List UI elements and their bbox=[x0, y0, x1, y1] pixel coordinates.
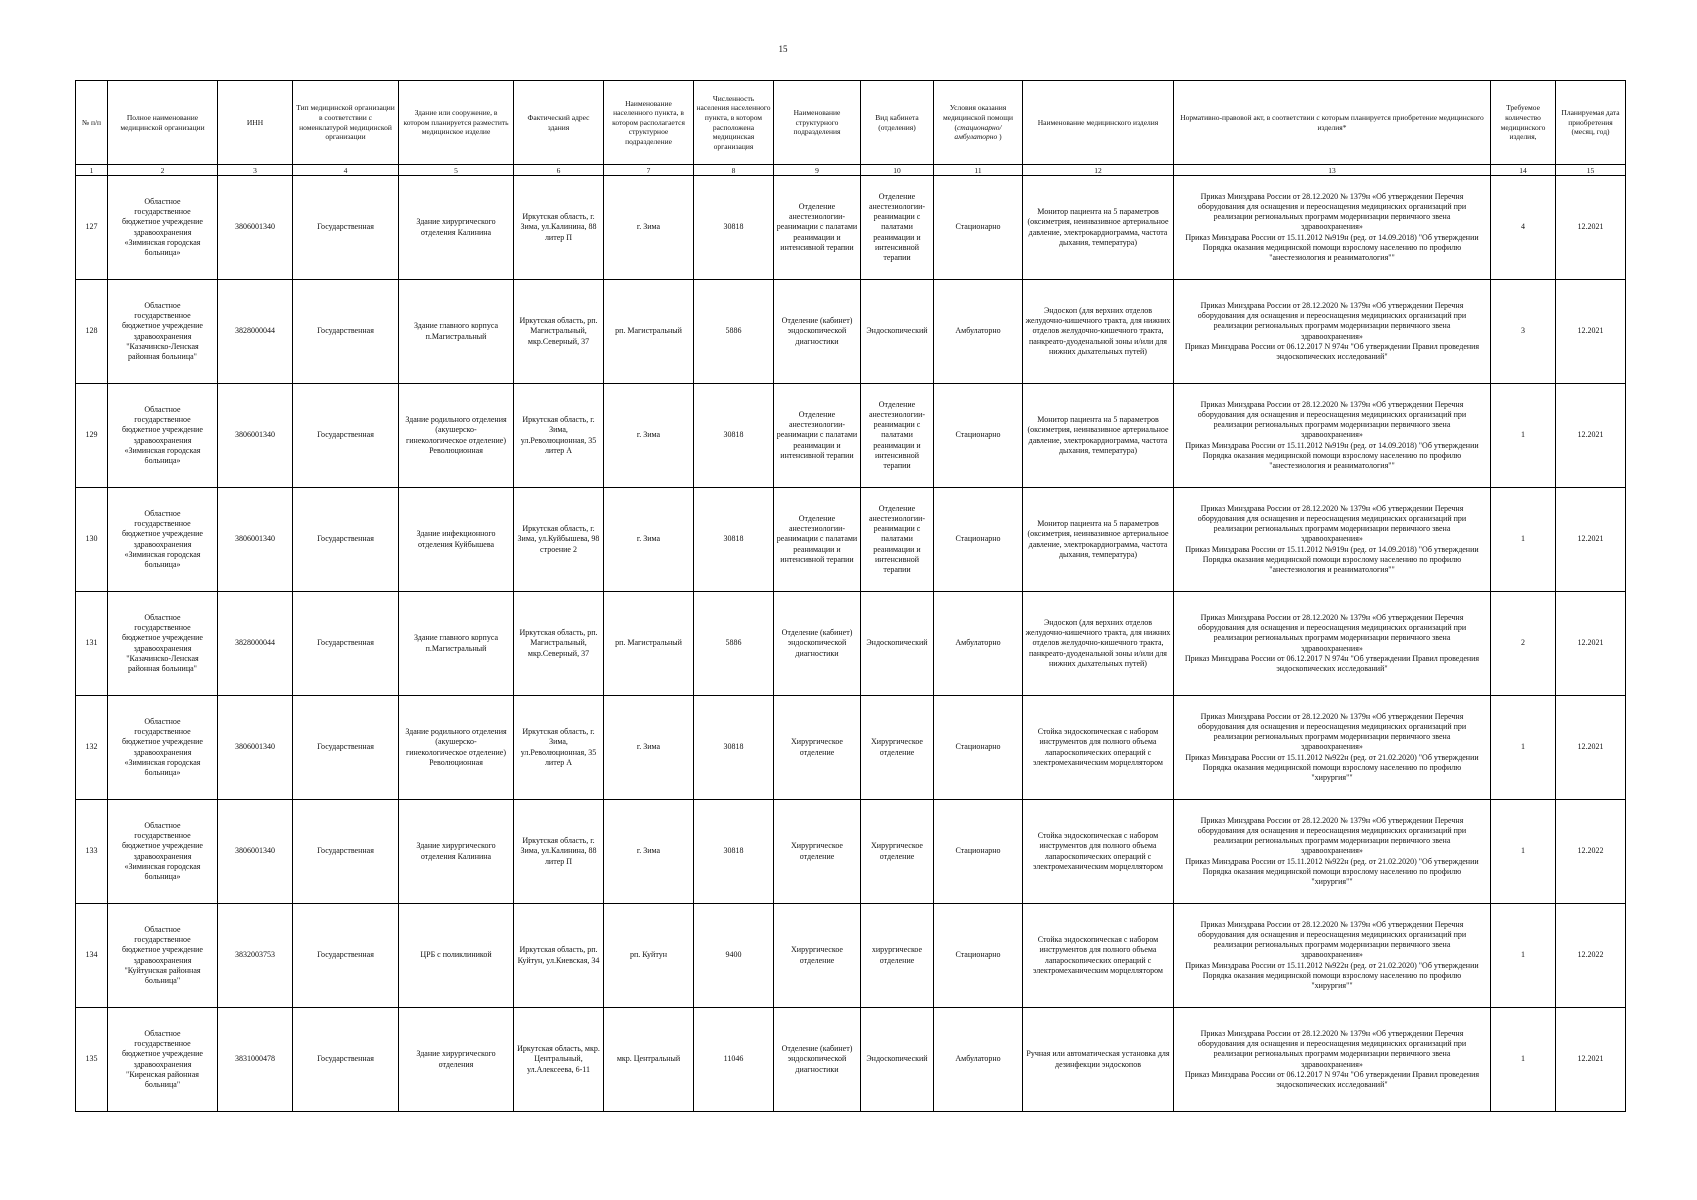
cell-device-name: Стойка эндоскопическая с набором инструментов для полного объема лапароскопических операций с электромеханическим морцеллятором bbox=[1023, 696, 1174, 800]
column-header-text: Здание или сооружение, в котором планируется разместить медицинское изделие bbox=[403, 108, 509, 137]
cell-organization-name: Областное государственное бюджетное учреждение здравоохранения «Зиминская городская больница» bbox=[108, 488, 218, 592]
cell-organization-name: Областное государственное бюджетное учреждение здравоохранения «Зиминская городская больница» bbox=[108, 800, 218, 904]
column-header-room-type bbox=[861, 81, 934, 165]
cell-purchase-date: 12.2021 bbox=[1556, 592, 1626, 696]
cell-inn: 3831000478 bbox=[218, 1008, 293, 1112]
cell-department: Хирургическое отделение bbox=[774, 904, 861, 1008]
cell-quantity: 1 bbox=[1491, 800, 1556, 904]
cell-population: 30818 bbox=[694, 176, 774, 280]
cell-legal-act: Приказ Минздрава России от 28.12.2020 № 1379н «Об утверждении Перечня оборудования для оснащения и переоснащения медицинских организаций при реализации региональных программ модернизации первичного звена здравоохранения» Приказ Минздрава России от 15.11.2012 №922н (ред. от 21.02.2020) "Об утверждении Порядка оказания медицинской помощи взрослому населению по профилю "хирургия"" bbox=[1174, 904, 1491, 1008]
column-header-italic-text: стационарно/амбулаторно bbox=[954, 122, 1002, 142]
cell-population: 9400 bbox=[694, 904, 774, 1008]
cell-inn: 3806001340 bbox=[218, 384, 293, 488]
cell-inn: 3828000044 bbox=[218, 280, 293, 384]
column-number: 1 bbox=[76, 165, 108, 176]
cell-quantity: 1 bbox=[1491, 696, 1556, 800]
cell-inn: 3806001340 bbox=[218, 176, 293, 280]
cell-settlement: рп. Куйтун bbox=[604, 904, 694, 1008]
column-header-text: Требуемое количество медицинского изделия, bbox=[1500, 103, 1546, 142]
cell-building: Здание родильного отделения (акушерско-гинекологическое отделение) Революционная bbox=[399, 696, 514, 800]
column-number: 11 bbox=[934, 165, 1023, 176]
cell-room-type: Эндоскопический bbox=[861, 280, 934, 384]
cell-settlement: г. Зима bbox=[604, 488, 694, 592]
page-number: 15 bbox=[778, 44, 788, 54]
column-header-text: Планируемая дата приобретения (месяц, год) bbox=[1561, 108, 1620, 137]
cell-organization-type: Государственная bbox=[293, 176, 399, 280]
column-header-text: Вид кабинета (отделения) bbox=[875, 112, 919, 132]
column-header-building bbox=[399, 81, 514, 165]
cell-department: Отделение (кабинет) эндоскопической диагностики bbox=[774, 592, 861, 696]
cell-purchase-date: 12.2021 bbox=[1556, 384, 1626, 488]
cell-building: ЦРБ с поликлиникой bbox=[399, 904, 514, 1008]
column-header-text: Нормативно-правовой акт, в соответствии с которым планируется приобретение медицинского изделия* bbox=[1180, 112, 1484, 132]
column-header-department bbox=[774, 81, 861, 165]
column-number: 13 bbox=[1174, 165, 1491, 176]
cell-address: Иркутская область, рп. Куйтун, ул.Киевская, 34 bbox=[514, 904, 604, 1008]
cell-organization-type: Государственная bbox=[293, 488, 399, 592]
column-header-quantity bbox=[1491, 81, 1556, 165]
cell-care-conditions: Стационарно bbox=[934, 384, 1023, 488]
cell-organization-name: Областное государственное бюджетное учреждение здравоохранения "Казачинско-Ленская районная больница" bbox=[108, 592, 218, 696]
cell-room-type: Отделение анестезиологии-реанимации с палатами реанимации и интенсивной терапии bbox=[861, 488, 934, 592]
cell-device-name: Эндоскоп (для верхних отделов желудочно-кишечного тракта, для нижних отделов желудочно-кишечного тракта, панкреато-дуоденальной зоны и/или для нижних дыхательных путей) bbox=[1023, 592, 1174, 696]
cell-settlement: мкр. Центральный bbox=[604, 1008, 694, 1112]
table-header bbox=[76, 81, 1626, 176]
cell-organization-name: Областное государственное бюджетное учреждение здравоохранения «Зиминская городская больница» bbox=[108, 696, 218, 800]
column-number: 15 bbox=[1556, 165, 1626, 176]
cell-device-name: Стойка эндоскопическая с набором инструментов для полного объема лапароскопических операций с электромеханическим морцеллятором bbox=[1023, 904, 1174, 1008]
cell-address: Иркутская область, рп. Магистральный, мкр.Северный, 37 bbox=[514, 592, 604, 696]
cell-organization-type: Государственная bbox=[293, 280, 399, 384]
cell-row-number: 127 bbox=[76, 176, 108, 280]
column-header-text: Наименование населенного пункта, в котором располагается структурное подразделение bbox=[612, 98, 685, 146]
cell-legal-act: Приказ Минздрава России от 28.12.2020 № 1379н «Об утверждении Перечня оборудования для оснащения и переоснащения медицинских организаций при реализации региональных программ модернизации первичного звена здравоохранения» Приказ Минздрава России от 06.12.2017 N 974н "Об утверждении Правил проведения эндоскопических исследований" bbox=[1174, 280, 1491, 384]
cell-population: 30818 bbox=[694, 488, 774, 592]
cell-room-type: Эндоскопический bbox=[861, 592, 934, 696]
table-row bbox=[76, 280, 1626, 384]
cell-organization-type: Государственная bbox=[293, 800, 399, 904]
cell-department: Хирургическое отделение bbox=[774, 696, 861, 800]
cell-room-type: Хирургическое отделение bbox=[861, 696, 934, 800]
cell-population: 11046 bbox=[694, 1008, 774, 1112]
column-header-suffix: ) bbox=[997, 132, 1002, 142]
table-row bbox=[76, 904, 1626, 1008]
cell-care-conditions: Стационарно bbox=[934, 904, 1023, 1008]
column-number: 14 bbox=[1491, 165, 1556, 176]
table-row bbox=[76, 696, 1626, 800]
cell-care-conditions: Стационарно bbox=[934, 800, 1023, 904]
cell-settlement: г. Зима bbox=[604, 696, 694, 800]
cell-address: Иркутская область, г. Зима, ул.Революционная, 35 литер А bbox=[514, 384, 604, 488]
cell-inn: 3828000044 bbox=[218, 592, 293, 696]
cell-inn: 3806001340 bbox=[218, 696, 293, 800]
cell-organization-name: Областное государственное бюджетное учреждение здравоохранения "Куйтунская районная больница" bbox=[108, 904, 218, 1008]
cell-care-conditions: Стационарно bbox=[934, 176, 1023, 280]
table-body bbox=[76, 176, 1626, 1112]
column-header-text: Численность населения населенного пункта, в котором расположена медицинская организация bbox=[696, 93, 771, 151]
cell-building: Здание главного корпуса п.Магистральный bbox=[399, 592, 514, 696]
cell-room-type: хирургическое отделение bbox=[861, 904, 934, 1008]
cell-care-conditions: Стационарно bbox=[934, 488, 1023, 592]
column-number: 3 bbox=[218, 165, 293, 176]
column-number: 4 bbox=[293, 165, 399, 176]
cell-legal-act: Приказ Минздрава России от 28.12.2020 № 1379н «Об утверждении Перечня оборудования для оснащения и переоснащения медицинских организаций при реализации региональных программ модернизации первичного звена здравоохранения» Приказ Минздрава России от 06.12.2017 N 974н "Об утверждении Правил проведения эндоскопических исследований" bbox=[1174, 1008, 1491, 1112]
table-row bbox=[76, 592, 1626, 696]
cell-settlement: г. Зима bbox=[604, 176, 694, 280]
table-row bbox=[76, 800, 1626, 904]
column-header-text: Наименование структурного подразделения bbox=[793, 108, 841, 137]
cell-quantity: 2 bbox=[1491, 592, 1556, 696]
column-number: 7 bbox=[604, 165, 694, 176]
cell-legal-act: Приказ Минздрава России от 28.12.2020 № 1379н «Об утверждении Перечня оборудования для оснащения и переоснащения медицинских организаций при реализации региональных программ модернизации первичного звена здравоохранения» Приказ Минздрава России от 15.11.2012 №922н (ред. от 21.02.2020) "Об утверждении Порядка оказания медицинской помощи взрослому населению по профилю "хирургия"" bbox=[1174, 800, 1491, 904]
table-row bbox=[76, 1008, 1626, 1112]
cell-device-name: Эндоскоп (для верхних отделов желудочно-кишечного тракта, для нижних отделов желудочно-кишечного тракта, панкреато-дуоденальной зоны и/или для нижних дыхательных путей) bbox=[1023, 280, 1174, 384]
column-header-text: № п/п bbox=[81, 117, 102, 127]
column-header-device-name bbox=[1023, 81, 1174, 165]
cell-legal-act: Приказ Минздрава России от 28.12.2020 № 1379н «Об утверждении Перечня оборудования для оснащения и переоснащения медицинских организаций при реализации региональных программ модернизации первичного звена здравоохранения» Приказ Минздрава России от 06.12.2017 N 974н "Об утверждении Правил проведения эндоскопических исследований" bbox=[1174, 592, 1491, 696]
cell-organization-type: Государственная bbox=[293, 1008, 399, 1112]
column-header-legal-act bbox=[1174, 81, 1491, 165]
column-number: 2 bbox=[108, 165, 218, 176]
cell-population: 30818 bbox=[694, 800, 774, 904]
cell-inn: 3832003753 bbox=[218, 904, 293, 1008]
cell-room-type: Хирургическое отделение bbox=[861, 800, 934, 904]
column-header-purchase-date bbox=[1556, 81, 1626, 165]
equipment-register-table bbox=[75, 80, 1626, 1112]
cell-building: Здание родильного отделения (акушерско-гинекологическое отделение) Революционная bbox=[399, 384, 514, 488]
table-row bbox=[76, 176, 1626, 280]
cell-population: 30818 bbox=[694, 696, 774, 800]
cell-room-type: Эндоскопический bbox=[861, 1008, 934, 1112]
cell-row-number: 128 bbox=[76, 280, 108, 384]
column-header-text: ИНН bbox=[246, 117, 264, 127]
cell-care-conditions: Стационарно bbox=[934, 696, 1023, 800]
cell-row-number: 131 bbox=[76, 592, 108, 696]
cell-purchase-date: 12.2021 bbox=[1556, 1008, 1626, 1112]
cell-inn: 3806001340 bbox=[218, 800, 293, 904]
cell-building: Здание главного корпуса п.Магистральный bbox=[399, 280, 514, 384]
cell-device-name: Монитор пациента на 5 параметров (оксиметрия, неинвазивное артериальное давление, электрокардиограмма, частота дыхания, температура) bbox=[1023, 384, 1174, 488]
cell-organization-name: Областное государственное бюджетное учреждение здравоохранения "Казачинско-Ленская районная больница" bbox=[108, 280, 218, 384]
table-row bbox=[76, 488, 1626, 592]
column-number-row bbox=[76, 165, 1626, 176]
cell-quantity: 3 bbox=[1491, 280, 1556, 384]
cell-organization-type: Государственная bbox=[293, 592, 399, 696]
cell-purchase-date: 12.2022 bbox=[1556, 904, 1626, 1008]
cell-purchase-date: 12.2021 bbox=[1556, 176, 1626, 280]
cell-settlement: г. Зима bbox=[604, 384, 694, 488]
column-header-population bbox=[694, 81, 774, 165]
column-header-text: Полное наименование медицинской организации bbox=[120, 112, 205, 132]
cell-building: Здание хирургического отделения Калинина bbox=[399, 800, 514, 904]
column-header-text: Фактический адрес здания bbox=[527, 112, 590, 132]
cell-organization-type: Государственная bbox=[293, 696, 399, 800]
cell-device-name: Монитор пациента на 5 параметров (оксиметрия, неинвазивное артериальное давление, электрокардиограмма, частота дыхания, температура) bbox=[1023, 488, 1174, 592]
column-header-text: Наименование медицинского изделия bbox=[1037, 117, 1159, 127]
column-header-organization-type bbox=[293, 81, 399, 165]
cell-population: 5886 bbox=[694, 280, 774, 384]
cell-purchase-date: 12.2021 bbox=[1556, 488, 1626, 592]
cell-room-type: Отделение анестезиологии-реанимации с палатами реанимации и интенсивной терапии bbox=[861, 176, 934, 280]
column-number: 8 bbox=[694, 165, 774, 176]
cell-legal-act: Приказ Минздрава России от 28.12.2020 № 1379н «Об утверждении Перечня оборудования для оснащения и переоснащения медицинских организаций при реализации региональных программ модернизации первичного звена здравоохранения» Приказ Минздрава России от 15.11.2012 №922н (ред. от 21.02.2020) "Об утверждении Порядка оказания медицинской помощи взрослому населению по профилю "хирургия"" bbox=[1174, 696, 1491, 800]
cell-department: Отделение анестезиологии-реанимации с палатами реанимации и интенсивной терапии bbox=[774, 384, 861, 488]
column-header-care-conditions bbox=[934, 81, 1023, 165]
cell-department: Отделение анестезиологии-реанимации с палатами реанимации и интенсивной терапии bbox=[774, 488, 861, 592]
cell-organization-name: Областное государственное бюджетное учреждение здравоохранения «Зиминская городская больница» bbox=[108, 176, 218, 280]
column-header-address bbox=[514, 81, 604, 165]
column-number: 9 bbox=[774, 165, 861, 176]
cell-device-name: Стойка эндоскопическая с набором инструментов для полного объема лапароскопических операций с электромеханическим морцеллятором bbox=[1023, 800, 1174, 904]
cell-row-number: 129 bbox=[76, 384, 108, 488]
cell-quantity: 1 bbox=[1491, 904, 1556, 1008]
cell-care-conditions: Амбулаторно bbox=[934, 592, 1023, 696]
cell-purchase-date: 12.2022 bbox=[1556, 800, 1626, 904]
column-header-settlement bbox=[604, 81, 694, 165]
cell-device-name: Монитор пациента на 5 параметров (оксиметрия, неинвазивное артериальное давление, электрокардиограмма, частота дыхания, температура) bbox=[1023, 176, 1174, 280]
cell-department: Отделение анестезиологии-реанимации с палатами реанимации и интенсивной терапии bbox=[774, 176, 861, 280]
cell-care-conditions: Амбулаторно bbox=[934, 280, 1023, 384]
cell-settlement: рп. Магистральный bbox=[604, 280, 694, 384]
cell-population: 30818 bbox=[694, 384, 774, 488]
cell-inn: 3806001340 bbox=[218, 488, 293, 592]
column-number: 10 bbox=[861, 165, 934, 176]
cell-organization-name: Областное государственное бюджетное учреждение здравоохранения «Зиминская городская больница» bbox=[108, 384, 218, 488]
cell-organization-name: Областное государственное бюджетное учреждение здравоохранения "Киренская районная больница" bbox=[108, 1008, 218, 1112]
cell-settlement: г. Зима bbox=[604, 800, 694, 904]
cell-organization-type: Государственная bbox=[293, 904, 399, 1008]
cell-room-type: Отделение анестезиологии-реанимации с палатами реанимации и интенсивной терапии bbox=[861, 384, 934, 488]
cell-address: Иркутская область, рп. Магистральный, мкр.Северный, 37 bbox=[514, 280, 604, 384]
column-header-text: Условия оказания медицинской помощи ( bbox=[943, 103, 1013, 132]
cell-population: 5886 bbox=[694, 592, 774, 696]
column-header-organization-name bbox=[108, 81, 218, 165]
cell-row-number: 132 bbox=[76, 696, 108, 800]
cell-quantity: 1 bbox=[1491, 488, 1556, 592]
cell-organization-type: Государственная bbox=[293, 384, 399, 488]
cell-legal-act: Приказ Минздрава России от 28.12.2020 № 1379н «Об утверждении Перечня оборудования для оснащения и переоснащения медицинских организаций при реализации региональных программ модернизации первичного звена здравоохранения» Приказ Минздрава России от 15.11.2012 №919н (ред. от 14.09.2018) "Об утверждении Порядка оказания медицинской помощи взрослому населению по профилю "анестезиология и реаниматология"" bbox=[1174, 176, 1491, 280]
header-row bbox=[76, 81, 1626, 165]
cell-quantity: 1 bbox=[1491, 1008, 1556, 1112]
cell-address: Иркутская область, мкр. Центральный, ул.Алексеева, 6-11 bbox=[514, 1008, 604, 1112]
cell-address: Иркутская область, г. Зима, ул.Революционная, 35 литер А bbox=[514, 696, 604, 800]
cell-purchase-date: 12.2021 bbox=[1556, 280, 1626, 384]
cell-legal-act: Приказ Минздрава России от 28.12.2020 № 1379н «Об утверждении Перечня оборудования для оснащения и переоснащения медицинских организаций при реализации региональных программ модернизации первичного звена здравоохранения» Приказ Минздрава России от 15.11.2012 №919н (ред. от 14.09.2018) "Об утверждении Порядка оказания медицинской помощи взрослому населению по профилю "анестезиология и реаниматология"" bbox=[1174, 488, 1491, 592]
cell-row-number: 134 bbox=[76, 904, 108, 1008]
cell-quantity: 1 bbox=[1491, 384, 1556, 488]
column-number: 6 bbox=[514, 165, 604, 176]
cell-row-number: 133 bbox=[76, 800, 108, 904]
cell-care-conditions: Амбулаторно bbox=[934, 1008, 1023, 1112]
cell-department: Отделение (кабинет) эндоскопической диагностики bbox=[774, 1008, 861, 1112]
cell-quantity: 4 bbox=[1491, 176, 1556, 280]
cell-building: Здание инфекционного отделения Куйбышева bbox=[399, 488, 514, 592]
cell-device-name: Ручная или автоматическая установка для дезинфекции эндоскопов bbox=[1023, 1008, 1174, 1112]
column-header-inn bbox=[218, 81, 293, 165]
cell-address: Иркутская область, г. Зима, ул.Калинина, 88 литер П bbox=[514, 176, 604, 280]
cell-row-number: 130 bbox=[76, 488, 108, 592]
cell-settlement: рп. Магистральный bbox=[604, 592, 694, 696]
cell-department: Отделение (кабинет) эндоскопической диагностики bbox=[774, 280, 861, 384]
cell-building: Здание хирургического отделения bbox=[399, 1008, 514, 1112]
cell-building: Здание хирургического отделения Калинина bbox=[399, 176, 514, 280]
cell-legal-act: Приказ Минздрава России от 28.12.2020 № 1379н «Об утверждении Перечня оборудования для оснащения и переоснащения медицинских организаций при реализации региональных программ модернизации первичного звена здравоохранения» Приказ Минздрава России от 15.11.2012 №919н (ред. от 14.09.2018) "Об утверждении Порядка оказания медицинской помощи взрослому населению по профилю "анестезиология и реаниматология"" bbox=[1174, 384, 1491, 488]
cell-department: Хирургическое отделение bbox=[774, 800, 861, 904]
cell-purchase-date: 12.2021 bbox=[1556, 696, 1626, 800]
column-header-row-number bbox=[76, 81, 108, 165]
cell-address: Иркутская область, г. Зима, ул.Куйбышева, 98 строение 2 bbox=[514, 488, 604, 592]
table-row bbox=[76, 384, 1626, 488]
cell-address: Иркутская область, г. Зима, ул.Калинина, 88 литер П bbox=[514, 800, 604, 904]
cell-row-number: 135 bbox=[76, 1008, 108, 1112]
column-header-text: Тип медицинской организации в соответствии с номенклатурой медицинской организации bbox=[296, 103, 395, 142]
column-number: 12 bbox=[1023, 165, 1174, 176]
column-number: 5 bbox=[399, 165, 514, 176]
